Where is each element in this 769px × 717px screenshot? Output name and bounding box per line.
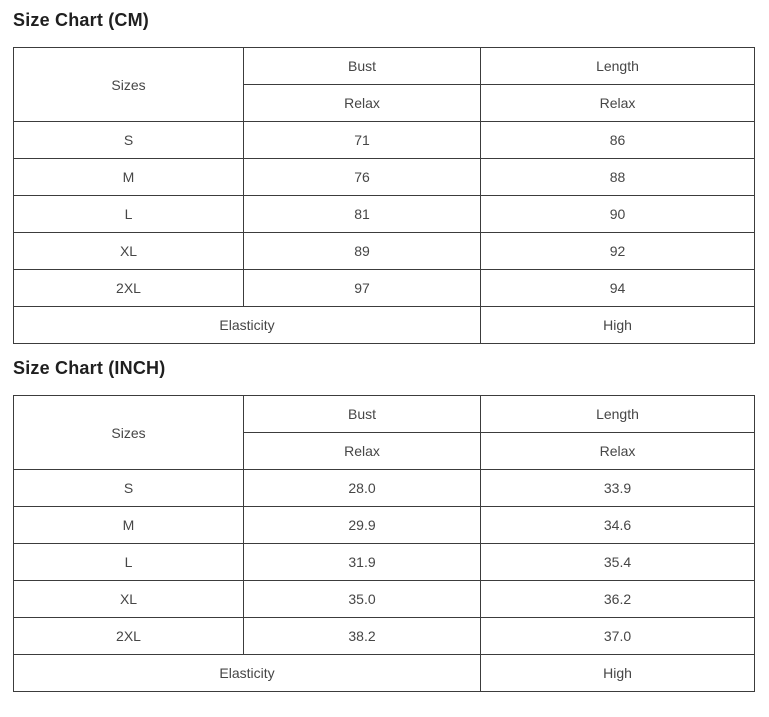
table-row — [14, 196, 755, 233]
length-value-cell: 86 — [481, 122, 755, 159]
size-cell: XL — [14, 581, 244, 618]
size-chart-inch-section — [13, 358, 755, 692]
table-row — [14, 581, 755, 618]
length-header-cell: Length — [481, 48, 755, 85]
bust-header-cell: Bust — [244, 396, 481, 433]
table-row — [14, 122, 755, 159]
size-chart-inch-title: Size Chart (INCH) — [13, 358, 166, 378]
length-value-cell: 36.2 — [481, 581, 755, 618]
sizes-header-cell: Sizes — [14, 396, 244, 470]
elasticity-value-cell: High — [481, 655, 755, 692]
length-value-cell: 35.4 — [481, 544, 755, 581]
elasticity-label-cell: Elasticity — [14, 307, 481, 344]
bust-value-cell: 31.9 — [244, 544, 481, 581]
bust-value-cell: 97 — [244, 270, 481, 307]
table-row — [14, 159, 755, 196]
size-cell: S — [14, 122, 244, 159]
elasticity-label-cell: Elasticity — [14, 655, 481, 692]
footer-row — [14, 307, 755, 344]
bust-value-cell: 89 — [244, 233, 481, 270]
table-row — [14, 507, 755, 544]
table-row — [14, 544, 755, 581]
size-cell: L — [14, 196, 244, 233]
size-cell: XL — [14, 233, 244, 270]
size-cell: 2XL — [14, 270, 244, 307]
bust-value-cell: 29.9 — [244, 507, 481, 544]
bust-value-cell: 71 — [244, 122, 481, 159]
length-value-cell: 92 — [481, 233, 755, 270]
footer-row — [14, 655, 755, 692]
bust-value-cell: 38.2 — [244, 618, 481, 655]
length-relax-subheader-cell: Relax — [481, 85, 755, 122]
bust-value-cell: 76 — [244, 159, 481, 196]
length-value-cell: 90 — [481, 196, 755, 233]
bust-relax-subheader-cell: Relax — [244, 85, 481, 122]
length-value-cell: 33.9 — [481, 470, 755, 507]
size-cell: S — [14, 470, 244, 507]
size-cell: 2XL — [14, 618, 244, 655]
size-cell: M — [14, 507, 244, 544]
sizes-header-cell: Sizes — [14, 48, 244, 122]
length-value-cell: 94 — [481, 270, 755, 307]
bust-value-cell: 35.0 — [244, 581, 481, 618]
bust-header-cell: Bust — [244, 48, 481, 85]
length-value-cell: 88 — [481, 159, 755, 196]
elasticity-value-cell: High — [481, 307, 755, 344]
table-row — [14, 618, 755, 655]
size-chart-inch-table — [13, 395, 755, 692]
length-relax-subheader-cell: Relax — [481, 433, 755, 470]
length-value-cell: 37.0 — [481, 618, 755, 655]
size-cell: L — [14, 544, 244, 581]
length-header-cell: Length — [481, 396, 755, 433]
table-row — [14, 470, 755, 507]
header-row-top — [14, 48, 755, 85]
length-value-cell: 34.6 — [481, 507, 755, 544]
size-chart-cm-section — [13, 10, 755, 344]
size-chart-cm-title: Size Chart (CM) — [13, 10, 150, 30]
table-row — [14, 233, 755, 270]
size-cell: M — [14, 159, 244, 196]
bust-relax-subheader-cell: Relax — [244, 433, 481, 470]
header-row-top — [14, 396, 755, 433]
bust-value-cell: 81 — [244, 196, 481, 233]
size-chart-cm-table — [13, 47, 755, 344]
bust-value-cell: 28.0 — [244, 470, 481, 507]
table-row — [14, 270, 755, 307]
